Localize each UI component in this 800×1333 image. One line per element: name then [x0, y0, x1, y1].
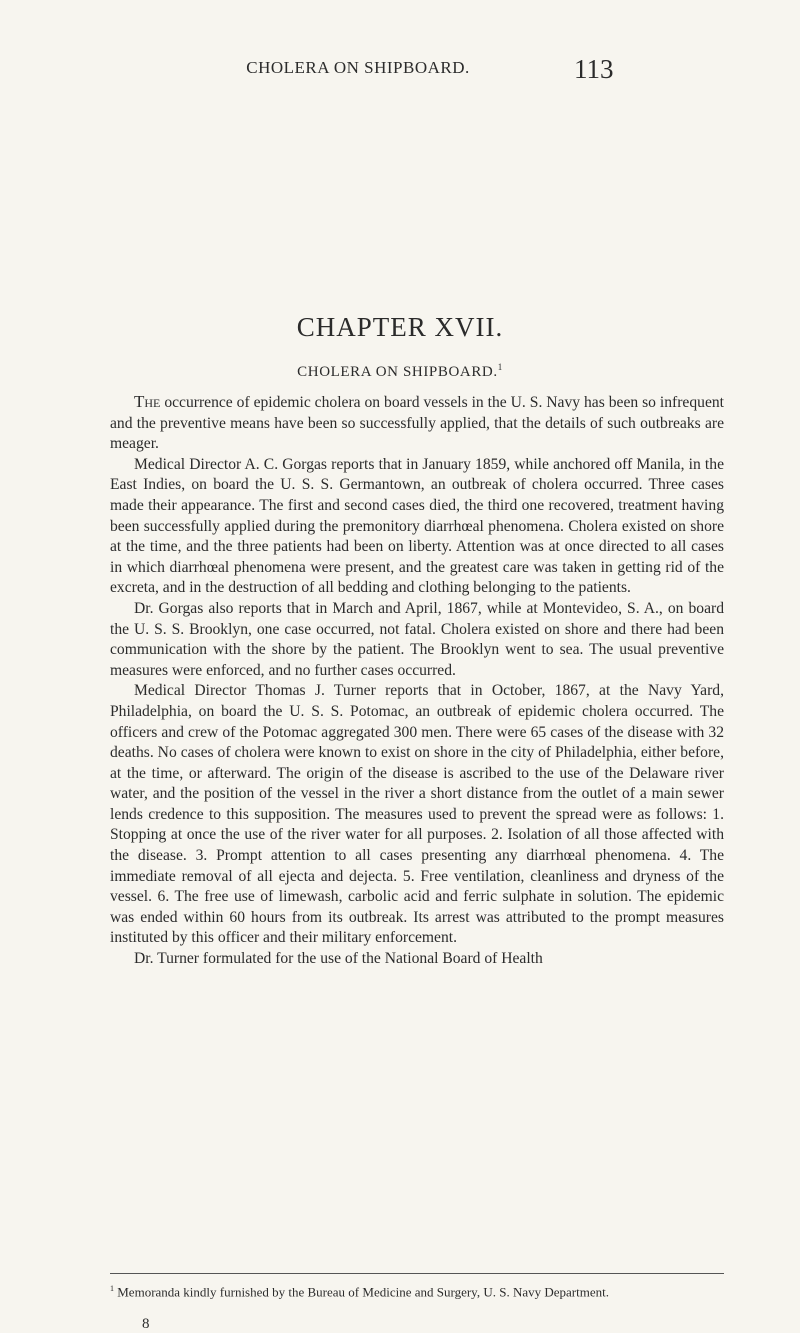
paragraph-text: occurrence of epidemic cholera on board vessels in the U. S. Navy has been so infrequent and the preventive means have been so successfully applied, that the details of such outbreaks are meager. [110, 394, 724, 453]
paragraph [110, 455, 724, 599]
paragraph [110, 599, 724, 681]
paragraph-lead: The [134, 392, 161, 411]
paragraph-text: Medical Director Thomas J. Turner reports that in October, 1867, at the Navy Yard, Philadelphia, on board the U. S. S. Potomac, an outbreak of epidemic cholera occurred. The officers and crew of the Potomac aggregated 300 men. There were 65 cases of the disease with 32 deaths. No cases of cholera were known to exist on shore in the city of Philadelphia, either before, at the time, or afterward. The origin of the disease is ascribed to the use of the Delaware river water, and the position of the vessel in the river a short distance from the outlet of a main sewer lends credence to this supposition. The measures used to prevent the spread were as follows: 1. Stopping at once the use of the river water for all purposes. 2. Isolation of all those affected with the disease. 3. Prompt attention to all cases presenting any diarrhœal phenomena. 4. The immediate removal of all ejecta and dejecta. 5. Free ventilation, cleanliness and dryness of the vessel. 6. The free use of limewash, carbolic acid and ferric sulphate in solution. The epidemic was ended within 60 hours from its outbreak. Its arrest was attributed to the prompt measures instituted by this officer and their military enforcement. [110, 682, 724, 947]
page-number: 113 [574, 54, 614, 84]
footnote-reference: 1 [497, 362, 503, 372]
footnote-marker: 1 [110, 1284, 114, 1293]
paragraph-text: Medical Director A. C. Gorgas reports that in January 1859, while anchored off Manila, in the East Indies, on board the U. S. S. Germantown, an outbreak of cholera occurred. Three cases made their appearance. The first and second cases died, the third one recovered, treatment having been successfully applied during the premonitory diarrhœal phenomena. Cholera existed on shore at the time, and the three patients had been on liberty. Attention was at once directed to all cases in which diarrhœal phenomena were present, and the greatest care was taken in getting rid of the excreta, and in the destruction of all bedding and clothing belonging to the patients. [110, 455, 724, 597]
body-text [110, 392, 724, 970]
running-head: CHOLERA ON SHIPBOARD. [246, 58, 470, 77]
footnote [110, 1281, 724, 1300]
footnote-rule [110, 1273, 724, 1274]
paragraph [110, 949, 724, 970]
paragraph-text: Dr. Gorgas also reports that in March and April, 1867, while at Montevideo, S. A., on board the U. S. S. Brooklyn, one case occurred, not fatal. Cholera existed on shore and there had been communication with the shore by the patient. The Brooklyn went to sea. The usual preventive measures were enforced, and no further cases occurred. [110, 599, 724, 679]
signature-mark: 8 [142, 1316, 150, 1332]
footnote-text: Memoranda kindly furnished by the Bureau of Medicine and Surgery, U. S. Navy Department. [117, 1284, 609, 1300]
paragraph [110, 681, 724, 949]
section-title [0, 362, 800, 381]
chapter-title: CHAPTER XVII. [296, 312, 504, 342]
section-title-text: CHOLERA ON SHIPBOARD. [297, 364, 498, 380]
paragraph [110, 392, 724, 455]
paragraph-text: Dr. Turner formulated for the use of the National Board of Health [134, 950, 543, 968]
